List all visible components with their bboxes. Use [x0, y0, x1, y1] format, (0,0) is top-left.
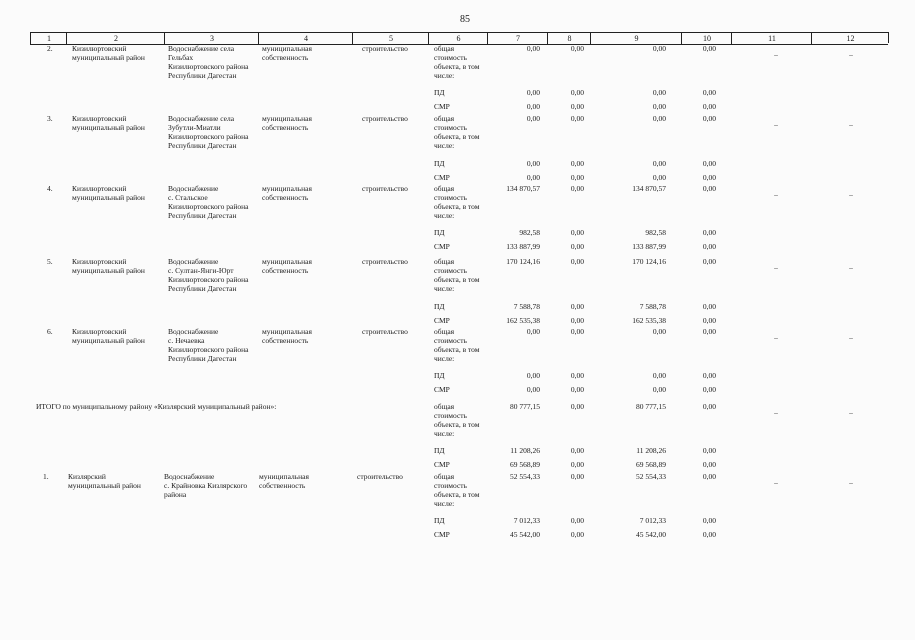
smr-row-col10: 0,00: [702, 102, 716, 111]
total-row-col7: 170 124,16: [506, 257, 540, 266]
pd-row-col10: 0,00: [702, 228, 716, 237]
pd-row-col7: 0,00: [526, 88, 540, 97]
pd-row-col7: 7 012,33: [513, 516, 540, 525]
dash-col12: –: [849, 408, 853, 417]
total-row-col7: 0,00: [526, 44, 540, 53]
ownership: муниципальная собственность: [262, 114, 312, 132]
grand-pd-col10: 0,00: [702, 446, 716, 455]
ownership: муниципальная собственность: [262, 44, 312, 62]
grand-smr-col9: 69 568,89: [636, 460, 666, 469]
column-header-4: 4: [258, 33, 353, 44]
smr-label: СМР: [434, 316, 450, 325]
smr-label: СМР: [434, 173, 450, 182]
smr-row-col7: 0,00: [526, 385, 540, 394]
grand-pd-col9: 11 208,26: [636, 446, 666, 455]
smr-row-col8: 0,00: [570, 385, 584, 394]
total-row-col10: 0,00: [702, 44, 716, 53]
total-row-col9: 170 124,16: [632, 257, 666, 266]
total-row-col8: 0,00: [570, 44, 584, 53]
column-header-3: 3: [164, 33, 259, 44]
work-type: строительство: [362, 327, 408, 336]
pd-label: ПД: [434, 446, 445, 455]
total-row-col9: 134 870,57: [632, 184, 666, 193]
dash-col11: –: [774, 263, 778, 272]
column-header-5: 5: [352, 33, 429, 44]
total-row-col8: 0,00: [570, 114, 584, 123]
total-row-col7: 0,00: [526, 327, 540, 336]
column-header-11: 11: [731, 33, 812, 44]
object-name: Водоснабжение села Гельбах Кизилюртовского района Республики Дагестан: [168, 44, 249, 80]
pd-row-col9: 0,00: [652, 88, 666, 97]
column-header-9: 9: [590, 33, 682, 44]
total-row-label: ИТОГО по муниципальному району «Кизлярский муниципальный район»:: [36, 402, 277, 411]
smr-row-col10: 0,00: [702, 385, 716, 394]
total-row-col9: 0,00: [652, 44, 666, 53]
smr-row-col10: 0,00: [702, 173, 716, 182]
smr-row-col7: 133 887,99: [506, 242, 540, 251]
work-type: строительство: [362, 184, 408, 193]
smr-row-col9: 0,00: [652, 102, 666, 111]
ownership: муниципальная собственность: [262, 257, 312, 275]
dash-col12: –: [849, 263, 853, 272]
dash-col12: –: [849, 120, 853, 129]
smr-row-col7: 162 535,38: [506, 316, 540, 325]
district-name: Кизилюртовский муниципальный район: [72, 257, 145, 275]
total-row-col10: 0,00: [702, 184, 716, 193]
dash-col11: –: [774, 190, 778, 199]
ownership: муниципальная собственность: [262, 184, 312, 202]
district-name: Кизлярский муниципальный район: [68, 472, 141, 490]
pd-row-col10: 0,00: [702, 302, 716, 311]
grand-pd-col7: 11 208,26: [510, 446, 540, 455]
smr-label: СМР: [434, 385, 450, 394]
grand-total-col9: 80 777,15: [636, 402, 666, 411]
pd-row-col10: 0,00: [702, 371, 716, 380]
smr-label: СМР: [434, 460, 450, 469]
smr-row-col7: 0,00: [526, 173, 540, 182]
smr-row-col8: 0,00: [570, 242, 584, 251]
pd-row-col7: 7 588,78: [513, 302, 540, 311]
grand-total-col8: 0,00: [570, 402, 584, 411]
smr-row-col9: 0,00: [652, 385, 666, 394]
smr-row-col9: 133 887,99: [632, 242, 666, 251]
smr-row-col8: 0,00: [570, 173, 584, 182]
smr-row-col8: 0,00: [570, 102, 584, 111]
smr-row-col10: 0,00: [702, 316, 716, 325]
pd-label: ПД: [434, 371, 445, 380]
dash-col12: –: [849, 50, 853, 59]
work-type: строительство: [362, 257, 408, 266]
smr-label: СМР: [434, 102, 450, 111]
pd-row-col10: 0,00: [702, 159, 716, 168]
column-header-10: 10: [681, 33, 732, 44]
pd-row-col9: 982,58: [645, 228, 666, 237]
grand-total-col10: 0,00: [702, 402, 716, 411]
total-row-col8: 0,00: [570, 327, 584, 336]
total-row-col10: 0,00: [702, 114, 716, 123]
total-row-col7: 52 554,33: [510, 472, 540, 481]
smr-row-col9: 0,00: [652, 173, 666, 182]
metric-label: общая стоимость объекта, в том числе:: [434, 327, 480, 363]
smr-row-col8: 0,00: [570, 316, 584, 325]
metric-label: общая стоимость объекта, в том числе:: [434, 257, 480, 293]
dash-col11: –: [774, 120, 778, 129]
smr-row-col9: 162 535,38: [632, 316, 666, 325]
smr-row-col8: 0,00: [570, 530, 584, 539]
column-header-8: 8: [547, 33, 591, 44]
total-row-col7: 134 870,57: [506, 184, 540, 193]
grand-smr-col8: 0,00: [570, 460, 584, 469]
pd-row-col7: 982,58: [519, 228, 540, 237]
column-header-1: 1: [30, 33, 67, 44]
total-row-col10: 0,00: [702, 257, 716, 266]
pd-row-col9: 0,00: [652, 371, 666, 380]
pd-label: ПД: [434, 159, 445, 168]
pd-row-col9: 7 012,33: [639, 516, 666, 525]
smr-row-col7: 45 542,00: [510, 530, 540, 539]
smr-row-col9: 45 542,00: [636, 530, 666, 539]
pd-row-col8: 0,00: [570, 159, 584, 168]
smr-row-col10: 0,00: [702, 530, 716, 539]
total-row-col9: 0,00: [652, 327, 666, 336]
dash-col11: –: [774, 333, 778, 342]
total-row-col9: 0,00: [652, 114, 666, 123]
smr-row-col10: 0,00: [702, 242, 716, 251]
smr-row-col7: 0,00: [526, 102, 540, 111]
work-type: строительство: [362, 44, 408, 53]
pd-row-col10: 0,00: [702, 516, 716, 525]
pd-row-col7: 0,00: [526, 159, 540, 168]
pd-label: ПД: [434, 88, 445, 97]
pd-row-col10: 0,00: [702, 88, 716, 97]
row-number: 6.: [47, 327, 53, 336]
grand-smr-col10: 0,00: [702, 460, 716, 469]
ownership: муниципальная собственность: [262, 327, 312, 345]
total-row-col8: 0,00: [570, 257, 584, 266]
page-number: 85: [460, 14, 470, 25]
smr-label: СМР: [434, 530, 450, 539]
dash-col11: –: [774, 408, 778, 417]
pd-label: ПД: [434, 302, 445, 311]
total-row-col10: 0,00: [702, 472, 716, 481]
grand-total-col7: 80 777,15: [510, 402, 540, 411]
dash-col12: –: [849, 478, 853, 487]
district-name: Кизилюртовский муниципальный район: [72, 114, 145, 132]
object-name: Водоснабжение села Зубутли-Миатли Кизилюртовского района Республики Дагестан: [168, 114, 249, 150]
column-header-6: 6: [428, 33, 488, 44]
column-header-2: 2: [66, 33, 165, 44]
row-number: 3.: [47, 114, 53, 123]
pd-row-col8: 0,00: [570, 516, 584, 525]
metric-label: общая стоимость объекта, в том числе:: [434, 184, 480, 220]
pd-label: ПД: [434, 228, 445, 237]
row-number: 4.: [47, 184, 53, 193]
metric-label: общая стоимость объекта, в том числе:: [434, 44, 480, 80]
district-name: Кизилюртовский муниципальный район: [72, 184, 145, 202]
pd-row-col9: 7 588,78: [639, 302, 666, 311]
pd-row-col8: 0,00: [570, 228, 584, 237]
object-name: Водоснабжение с. Султан-Янги-Юрт Кизилюртовского района Республики Дагестан: [168, 257, 249, 293]
work-type: строительство: [362, 114, 408, 123]
column-header-7: 7: [487, 33, 548, 44]
dash-col12: –: [849, 333, 853, 342]
grand-smr-col7: 69 568,89: [510, 460, 540, 469]
pd-row-col8: 0,00: [570, 88, 584, 97]
pd-row-col8: 0,00: [570, 371, 584, 380]
metric-label: общая стоимость объекта, в том числе:: [434, 472, 480, 508]
dash-col12: –: [849, 190, 853, 199]
total-row-col7: 0,00: [526, 114, 540, 123]
total-row-col8: 0,00: [570, 472, 584, 481]
pd-row-col8: 0,00: [570, 302, 584, 311]
pd-row-col7: 0,00: [526, 371, 540, 380]
object-name: Водоснабжение с. Крайновка Кизлярского района: [164, 472, 248, 499]
object-name: Водоснабжение с. Нечаевка Кизилюртовского района Республики Дагестан: [168, 327, 249, 363]
object-name: Водоснабжение с. Стальское Кизилюртовского района Республики Дагестан: [168, 184, 249, 220]
pd-label: ПД: [434, 516, 445, 525]
grand-pd-col8: 0,00: [570, 446, 584, 455]
work-type: строительство: [357, 472, 403, 481]
smr-label: СМР: [434, 242, 450, 251]
total-row-col9: 52 554,33: [636, 472, 666, 481]
pd-row-col9: 0,00: [652, 159, 666, 168]
district-name: Кизилюртовский муниципальный район: [72, 327, 145, 345]
row-number: 1.: [43, 472, 49, 481]
column-header-12: 12: [811, 33, 889, 44]
dash-col11: –: [774, 478, 778, 487]
dash-col11: –: [774, 50, 778, 59]
total-row-col10: 0,00: [702, 327, 716, 336]
metric-label: общая стоимость объекта, в том числе:: [434, 114, 480, 150]
total-metric-label: общая стоимость объекта, в том числе:: [434, 402, 480, 438]
ownership: муниципальная собственность: [259, 472, 309, 490]
total-row-col8: 0,00: [570, 184, 584, 193]
row-number: 2.: [47, 44, 53, 53]
row-number: 5.: [47, 257, 53, 266]
district-name: Кизилюртовский муниципальный район: [72, 44, 145, 62]
